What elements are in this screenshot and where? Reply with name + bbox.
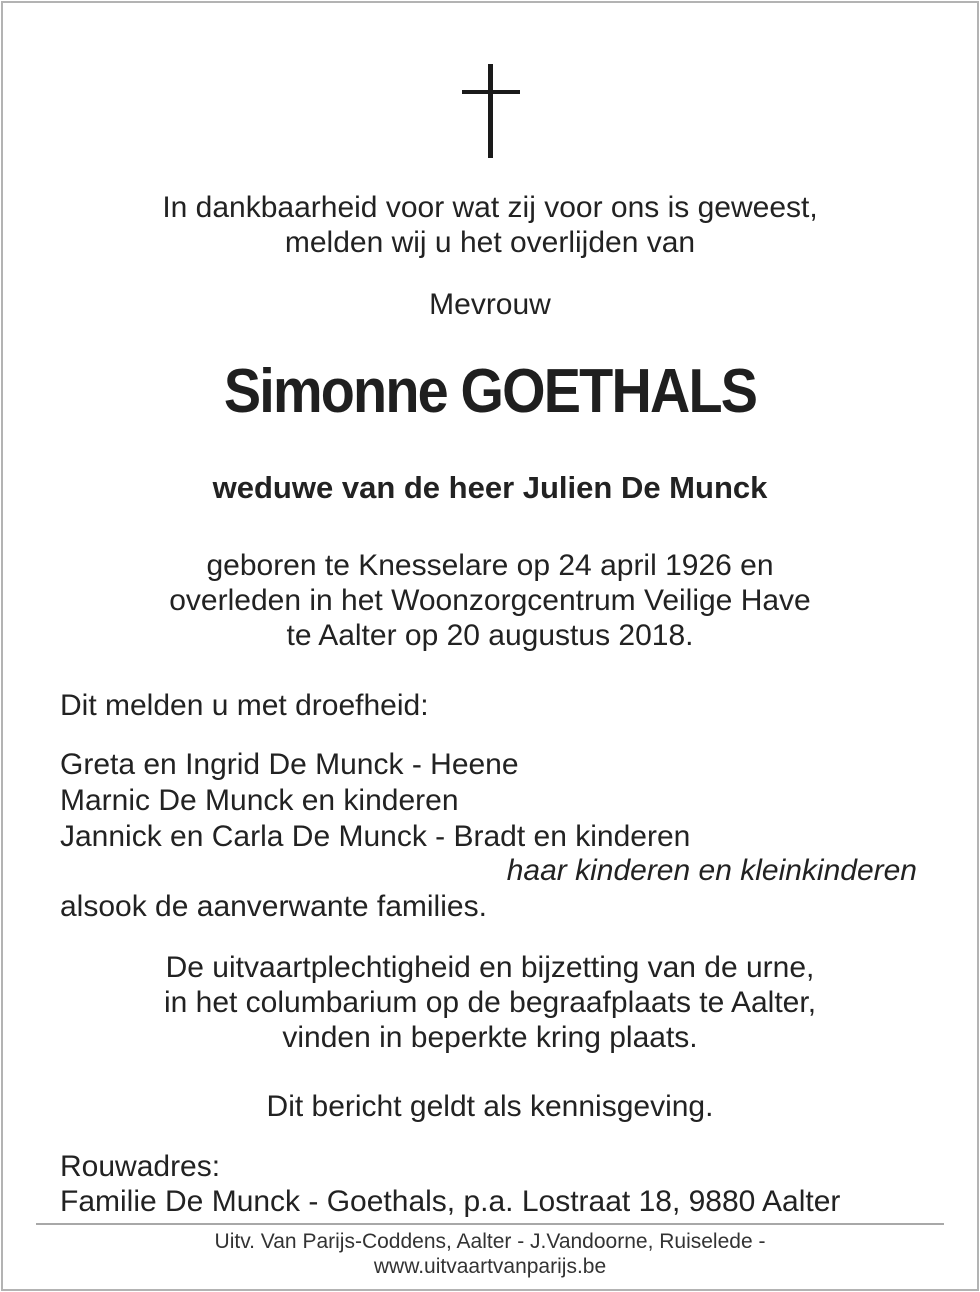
birth-death-line-2: overleden in het Woonzorgcentrum Veilige Have: [169, 584, 811, 617]
notice-statement: Dit bericht geldt als kennisgeving.: [266, 1090, 714, 1123]
relatives-line: alsook de aanverwante families.: [60, 890, 487, 923]
family-member-1: Greta en Ingrid De Munck - Heene: [60, 748, 519, 781]
funeral-line-1: De uitvaartplechtigheid en bijzetting van de urne,: [165, 951, 815, 984]
birth-death-line-3: te Aalter op 20 augustus 2018.: [286, 619, 694, 652]
funeral-home-website: www.uitvaartvanparijs.be: [373, 1255, 607, 1278]
cross-vertical-bar: [488, 64, 493, 158]
family-caption: haar kinderen en kleinkinderen: [506, 854, 917, 887]
salutation: Mevrouw: [429, 288, 551, 321]
intro-line-2: melden wij u het overlijden van: [284, 226, 696, 259]
cross-horizontal-bar: [462, 90, 520, 94]
funeral-line-2: in het columbarium op de begraafplaats te Aalter,: [163, 986, 817, 1019]
funeral-line-3: vinden in beperkte kring plaats.: [282, 1021, 698, 1054]
mourning-address-label: Rouwadres:: [60, 1150, 221, 1183]
intro-line-1: In dankbaarheid voor wat zij voor ons is geweest,: [162, 191, 818, 224]
deceased-name: Simonne GOETHALS: [223, 357, 757, 426]
family-member-2: Marnic De Munck en kinderen: [60, 784, 459, 817]
mourning-address: Familie De Munck - Goethals, p.a. Lostraat 18, 9880 Aalter: [60, 1185, 841, 1218]
family-member-3: Jannick en Carla De Munck - Bradt en kinderen: [60, 820, 691, 853]
widow-of: weduwe van de heer Julien De Munck: [212, 470, 768, 505]
announce-label: Dit melden u met droefheid:: [60, 689, 429, 722]
footer-divider: [36, 1223, 944, 1225]
birth-death-line-1: geboren te Knesselare op 24 april 1926 en: [206, 549, 774, 582]
funeral-home-line: Uitv. Van Parijs-Coddens, Aalter - J.Vandoorne, Ruiselede -: [214, 1230, 766, 1253]
cross-icon: [462, 64, 520, 158]
